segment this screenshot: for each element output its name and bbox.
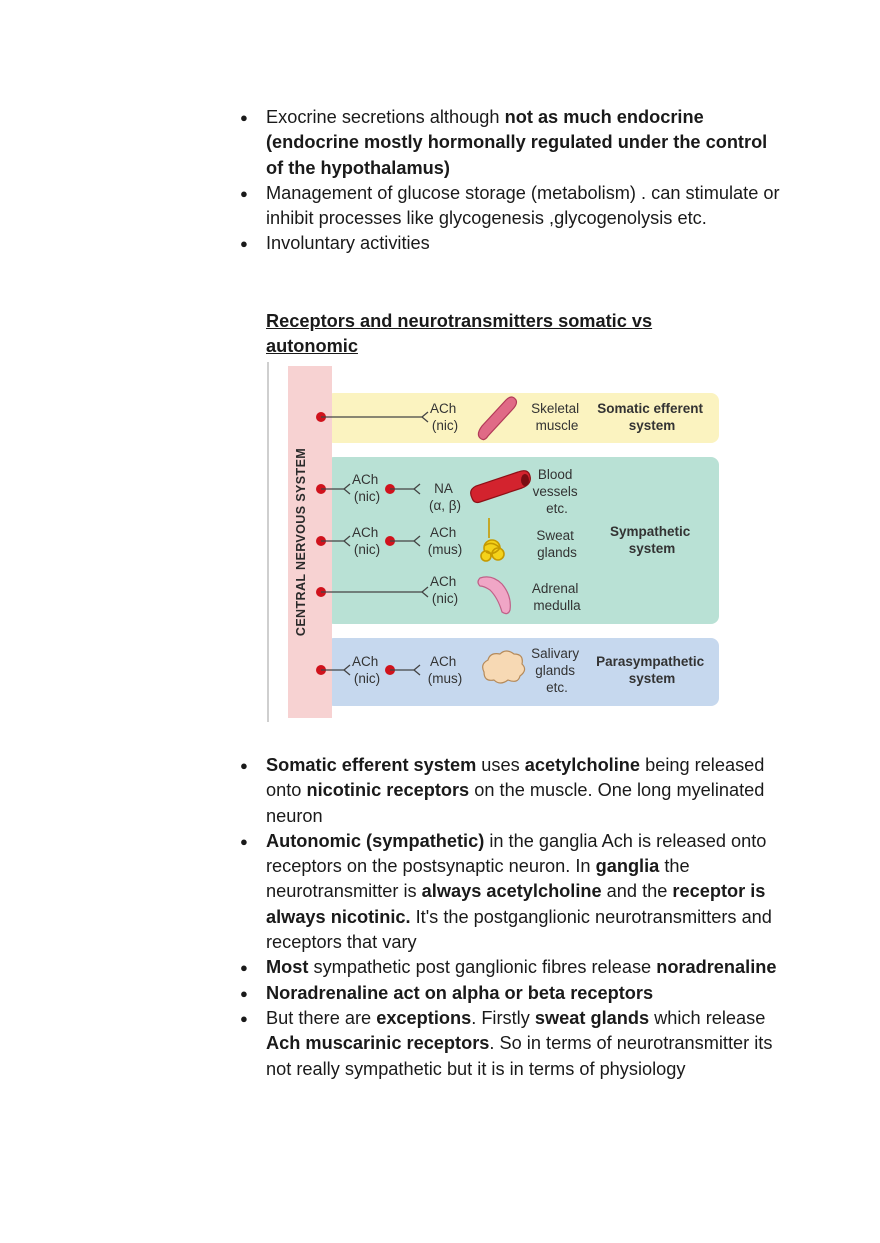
ganglion-nt-label: ACh (nic) [351,525,381,557]
ganglion-nt-label: ACh (nic) [351,472,381,504]
list-item [240,981,780,1006]
bold-text: receptor is always nicotinic. [266,881,766,927]
list-item [240,231,780,256]
bold-text: ganglia [595,856,660,877]
bold-text: noradrenaline [656,957,777,978]
bold-text: nicotinic receptors [306,780,470,801]
intro-bullet-list [240,105,780,257]
target-nt-label: ACh (mus) [427,525,463,557]
text: and the [601,881,673,902]
organ-label: Salivary glands etc. [531,646,580,695]
text: Exocrine secretions although [266,107,505,127]
text: on the muscle. One long myelinated neuron [266,780,765,826]
text: . Firstly [471,1007,535,1028]
text: Involuntary activities [266,233,430,254]
text: It's the postganglionic neurotransmitters and receptors that vary [266,906,772,953]
list-item [240,105,780,181]
bold-text: Most [266,957,309,978]
detail-bullet-list [240,753,780,1082]
system-label: Sympathetic system [609,524,691,556]
target-nt-label: ACh (nic) [429,401,459,433]
bold-text: Autonomic (sympathetic) [266,830,485,851]
bold-text: Ach muscarinic receptors [266,1033,490,1054]
target-nt-label: NA (α, β) [428,481,462,513]
list-item [240,753,780,829]
text: which release [649,1007,766,1028]
text: the neurotransmitter is [266,856,690,902]
text: Management of glucose storage (metabolism) . can stimulate or inhibit processes like glycogenesis ,glycogenolysis etc. [266,182,780,229]
bold-text: acetylcholine [524,755,641,775]
list-item [240,181,780,232]
target-nt-label: ACh (nic) [429,574,459,606]
organ-label: Blood vessels etc. [532,467,578,516]
organ-label: Skeletal muscle [531,401,580,433]
bold-text: sweat glands [534,1007,650,1028]
text: . So in terms of neurotransmitter its not really sympathetic but it is in terms of physiology [266,1033,773,1079]
target-nt-label: ACh (mus) [427,654,463,686]
organ-label: Adrenal medulla [531,581,581,613]
list-item [240,1006,780,1082]
organ-label: Sweat glands [536,528,577,560]
ganglion-nt-label: ACh (nic) [351,654,381,686]
list-item [240,955,780,980]
text: sympathetic post ganglionic fibres release [308,957,657,978]
bold-text: not as much endocrine (endocrine mostly hormonally regulated under the control of the hypothalamus) [266,107,768,178]
cns-label: CENTRAL NERVOUS SYSTEM [294,447,308,637]
list-item [240,829,780,955]
bold-text: Noradrenaline act on alpha or beta receptors [266,982,654,1003]
text: uses [476,755,525,775]
receptor-diagram [262,360,722,724]
text: in the ganglia Ach is released onto receptors on the postsynaptic neuron. In [266,830,767,877]
bold-text: exceptions [376,1007,472,1028]
text: being released onto [266,755,765,801]
text: But there are [266,1007,377,1028]
section-heading: Receptors and neurotransmitters somatic vs autonomic [266,311,653,357]
system-label: Parasympathetic system [596,654,705,686]
bold-text: always acetylcholine [421,881,602,902]
bold-text: Somatic efferent system [266,755,477,775]
system-label: Somatic efferent system [597,401,704,433]
